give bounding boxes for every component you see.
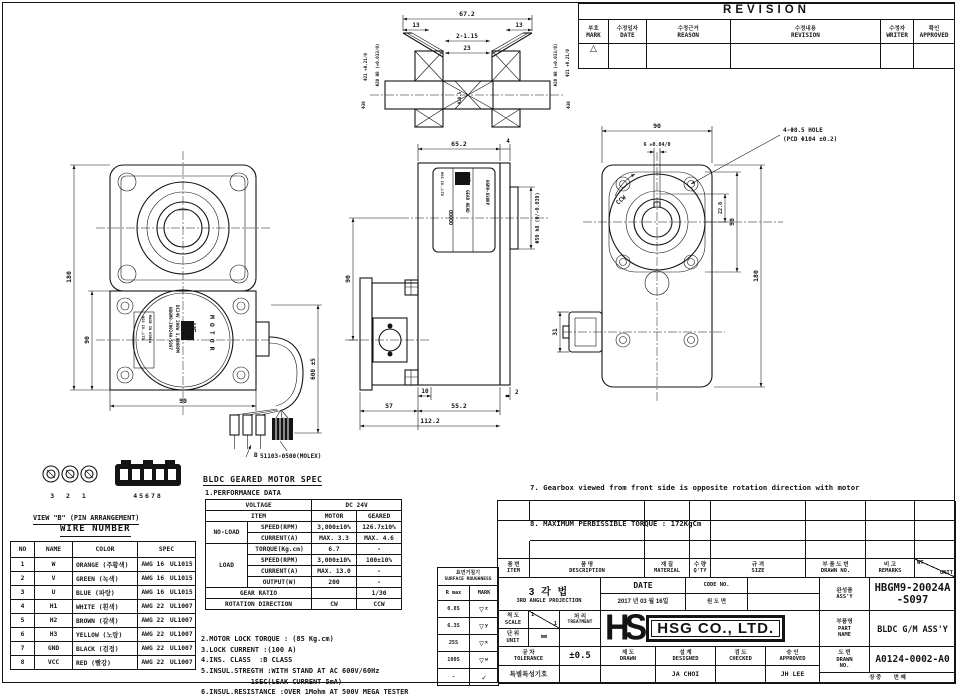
dim-keyway-6: 6 +0.04/0 [643, 142, 671, 148]
dim-phi21-right: Φ21 +0.21/0 [565, 49, 570, 77]
dim-31: 31 [552, 328, 559, 336]
revision-table [578, 3, 955, 69]
company-cell [601, 611, 820, 647]
company-name: HSG CO., LTD. [646, 615, 785, 642]
surface-row [438, 669, 499, 686]
spec-motor-value: 6.7 [312, 544, 357, 555]
scale-value: 1 1 [529, 611, 560, 629]
wire-color: WHITE (흰색) [73, 600, 138, 614]
special-characteristic-value [560, 666, 601, 684]
spec-geared-value: - [357, 566, 402, 577]
drawn-value [601, 666, 656, 684]
surface-mark: ▽ʸ [470, 618, 499, 635]
dim-rear-90-right: 90 [728, 218, 736, 226]
wire-awg: AWG 22 [138, 656, 168, 670]
spec-note-line: 4.INS. CLASS :B CLASS [201, 656, 293, 665]
surface-rmax: 0.8S [438, 601, 470, 618]
dim-4: 4 [506, 138, 510, 145]
front-view-drawing [30, 115, 360, 460]
wire-awg: AWG 16 [138, 586, 168, 600]
designed-value: JA CHOI [656, 666, 716, 684]
wire-ul: UL1007 [168, 628, 196, 642]
surface-title-kr: 표면거칠기 [455, 569, 481, 576]
wire-awg: AWG 16 [138, 572, 168, 586]
scale-label: 척 도 SCALE [498, 611, 529, 629]
wire-awg: AWG 22 [138, 628, 168, 642]
wire-col-color: COLOR [73, 542, 138, 558]
hole-note-line2: (PCD Φ104 ±0.2) [783, 136, 838, 143]
nameplate-origin: MADE IN KOREA [148, 315, 152, 344]
dim-10: 10 [421, 388, 429, 395]
revision-col-reason: 수정근거 REASON [647, 20, 731, 43]
spec-geared-value: - [357, 577, 402, 588]
dim-180: 180 [65, 271, 73, 283]
original-drawing-label: 원 도 면 [686, 594, 748, 611]
checked-label: 검 도 CHECKED [716, 647, 766, 666]
title-block [497, 500, 955, 683]
side-view-drawing [345, 130, 575, 440]
dim-2-1-15: 2-1.15 [456, 33, 478, 40]
dim-112-2: 112.2 [420, 417, 440, 425]
wire-col-name: NAME [35, 542, 73, 558]
spec-note-line: 1SEC(LEAK CURRENT 5mA) [201, 677, 343, 686]
assy-number: HBGM9-20024A -S097 [870, 578, 956, 611]
projection-en: 3RD ANGLE PROJECTION [516, 598, 582, 605]
voltage-value: DC 24V [312, 500, 402, 511]
spec-geared-value: 126.7±10% [357, 522, 402, 533]
header-drawn-no: 부 품 도 번 DRAWN NO. [806, 559, 866, 578]
side-geometry [345, 163, 550, 390]
surface-mark: ▽ˣ [470, 635, 499, 652]
spec-motor-value: 200 [312, 577, 357, 588]
header-material: 재 질 MATERIAL [645, 559, 690, 578]
wire-col-no: NO [11, 542, 35, 558]
wire-color: YELLOW (노랑) [73, 628, 138, 642]
nameplate-model: HBGM9-20024A-S097 [168, 307, 173, 350]
dim-13-left: 13 [412, 22, 420, 29]
wire-color: BROWN (갈색) [73, 614, 138, 628]
dim-67-2: 67.2 [459, 10, 475, 18]
front-motor-nameplate [134, 305, 216, 368]
gearhead-logo: HS [464, 174, 470, 183]
wire-ul: UL1015 [168, 558, 196, 572]
surface-mark: ▽ʷ [470, 652, 499, 669]
wire-row [11, 628, 196, 642]
dim-phi30-right: Φ30 [566, 101, 571, 109]
wire-row [11, 572, 196, 586]
surface-title-en: SURFACE ROUGHNESS [444, 576, 492, 582]
header-item: 품 번 ITEM [498, 559, 530, 578]
spec-geared-value: MAX. 4.6 [357, 533, 402, 544]
spec-note-line: 6.INSUL.RESISTANCE :OVER 1Mohm AT 500V MEGA TESTER [201, 688, 409, 697]
gearhead-company: HSG CO.,LTD [440, 172, 444, 196]
wire-awg: AWG 22 [138, 642, 168, 656]
rmax-header: R max [438, 586, 470, 601]
spec-item: OUTPUT(W) [248, 577, 312, 588]
designed-label: 설 계 DESIGNED [656, 647, 716, 666]
wire-no: 2 [11, 572, 35, 586]
wire-row [11, 642, 196, 656]
treatment-value [560, 629, 601, 647]
performance-table [205, 499, 402, 610]
header-wt-unit: WT UNIT [915, 559, 956, 578]
spec-item: SPEED(RPM) [248, 555, 312, 566]
wire-no: 3 [11, 586, 35, 600]
assy-label: 완성품 ASS'Y [820, 578, 870, 611]
wire-ul: UL1007 [168, 642, 196, 656]
surface-row [438, 618, 499, 635]
dim-phi50: Φ50 h8 (0/-0.039) [535, 192, 541, 244]
noload-label: NO-LOAD [206, 522, 248, 544]
view-b-caption: VIEW "B" (PIN ARRANGEMENT) [33, 514, 139, 525]
wire-row [11, 614, 196, 628]
rotation-label: ROTATION DIRECTION [206, 599, 312, 610]
surface-rmax: 100S [438, 652, 470, 669]
spec-motor-value: 3,800±10% [312, 522, 357, 533]
dim-cable-length: 600 ±5 [310, 358, 317, 380]
unit-value: mm [529, 629, 560, 647]
drawing-no-value: A0124-0002-A0 [870, 647, 956, 673]
wire-row [11, 600, 196, 614]
wire-name: GND [35, 642, 73, 656]
motor-label: MOTOR [208, 315, 216, 355]
spec-item: TORQUE(Kg.cm) [248, 544, 312, 555]
col-geared: GEARED [357, 511, 402, 522]
spec-item: SPEED(RPM) [248, 522, 312, 533]
col-motor: MOTOR [312, 511, 357, 522]
tolerance-value: ±0.5 [560, 647, 601, 666]
code-no-value [748, 578, 820, 594]
gear-ratio-label: GEAR RATIO [206, 588, 312, 599]
dim-motor-90: 90 [83, 336, 91, 344]
tolerance-label: 공 차 TOLERANCE [498, 647, 560, 666]
drawn-label: 제 도 DRAWN [601, 647, 656, 666]
surface-row [438, 635, 499, 652]
wire-no: 8 [11, 656, 35, 670]
wire-header-row [11, 542, 196, 558]
wire-no: 5 [11, 614, 35, 628]
voltage-label: VOLTAGE [206, 500, 312, 511]
item-label: ITEM [206, 511, 312, 522]
performance-data-title: 1.PERFORMANCE DATA [205, 489, 281, 497]
part-name-label: 부품명 PART NAME [820, 611, 870, 647]
spec-motor-value: MAX. 13.0 [312, 566, 357, 577]
hsg-logo: HS [605, 611, 643, 647]
dim-22-8: 22.8 [718, 201, 724, 215]
drawing-no-label: 도 번 DRAWN NO. [820, 647, 870, 673]
revision-header-row [579, 20, 954, 44]
surface-roughness-table [437, 567, 499, 686]
nameplate-company: HSG CO.,LTD [141, 316, 145, 340]
gearhead-model: HGM9-030KP [485, 180, 490, 206]
dim-side-90: 90 [344, 275, 352, 283]
note-8: 8. MAXIMUM PERBISSIBLE TORQUE : 172KgCm [530, 519, 702, 528]
gearhead-label-text: GEAR HEAD [465, 190, 470, 213]
ring-terminals [43, 466, 97, 482]
surface-rmax: 6.3S [438, 618, 470, 635]
rear-view-drawing [552, 110, 900, 410]
rear-geometry [563, 152, 783, 402]
wire-name: H1 [35, 600, 73, 614]
surface-mark: ✓ [470, 669, 499, 686]
dim-width-90: 90 [179, 397, 187, 405]
revision-title: REVISION [579, 4, 954, 20]
spec-note-line: 3.LOCK CURRENT :(100 A) [201, 645, 297, 654]
spec-geared-value: 100±10% [357, 555, 402, 566]
revision-col-date: 수정일자 DATE [609, 20, 647, 43]
wire-number-table [10, 541, 196, 670]
mark-header: MARK [470, 586, 499, 601]
molex-connector-note: 51103-0500(MOLEX) [260, 453, 322, 460]
dim-180-rear: 180 [752, 270, 760, 282]
header-qty: 수 량 Q'TY [690, 559, 711, 578]
revision-col-revision: 수정내용 REVISION [731, 20, 882, 43]
shaft-section-drawing [355, 5, 580, 130]
wire-number-title: WIRE NUMBER [60, 524, 131, 537]
dim-phi20-right: Φ20 H8 (+0.033/0) [553, 43, 558, 87]
spec-item: CURRENT(A) [248, 566, 312, 577]
spec-notes [201, 613, 408, 698]
wire-no: 4 [11, 600, 35, 614]
wire-color: ORANGE (주황색) [73, 558, 138, 572]
note-7: 7. Gearbox viewed from front side is opposite rotation direction with motor [530, 483, 860, 492]
dim-phi21-left: Φ21 +0.21/0 [363, 53, 368, 81]
surface-roughness-title [438, 568, 499, 586]
wire-name: H2 [35, 614, 73, 628]
spec-geared-value: - [357, 544, 402, 555]
spec-note-line: 5.INSUL.STREGTH :WITH STAND AT AC 600V/60Hz [201, 666, 380, 675]
revision-empty-row [579, 44, 954, 68]
wire-color: BLACK (검정) [73, 642, 138, 656]
wire-name: H3 [35, 628, 73, 642]
wire-name: V [35, 572, 73, 586]
date-label: DATE [601, 578, 686, 594]
treatment-label: 처 리 TREATMENT [560, 611, 601, 629]
pin-arrangement-drawing [33, 456, 198, 514]
hs-logo-small: HS [189, 323, 196, 333]
gearhead-serial: OOOOO [447, 210, 453, 226]
spec-item: CURRENT(A) [248, 533, 312, 544]
load-label: LOAD [206, 544, 248, 588]
dim-phi20-left: Φ20 H8 (+0.033/0) [375, 43, 380, 87]
wire-name: W [35, 558, 73, 572]
wire-no: 1 [11, 558, 35, 572]
gear-ratio-motor [312, 588, 357, 599]
spec-motor-value: 3,000±10% [312, 555, 357, 566]
wire-row [11, 656, 196, 670]
wire-no: 7 [11, 642, 35, 656]
spec-note-line: 2.MOTOR LOCK TORQUE : (85 Kg.cm) [201, 635, 334, 644]
nameplate-rating: DC24V 200W 3,800RPM [175, 305, 180, 353]
molex-housing [115, 460, 181, 486]
ccw-rotation-label: CCW [614, 194, 628, 207]
wire-color: BLUE (파랑) [73, 586, 138, 600]
surface-rmax: 25S [438, 635, 470, 652]
wire-awg: AWG 22 [138, 614, 168, 628]
code-no-label: CODE NO. [686, 578, 748, 594]
front-dimensions [65, 165, 322, 460]
wire-awg: AWG 16 [138, 558, 168, 572]
wire-ul: UL1007 [168, 656, 196, 670]
wire-ul: UL1015 [168, 586, 196, 600]
surface-mark: ▽ᶻ [470, 601, 499, 618]
side-gearhead-label [433, 168, 495, 252]
header-remarks: 비 고 REMARKS [866, 559, 915, 578]
revision-col-mark: 부호 MARK [579, 20, 609, 43]
original-drawing-value [748, 594, 820, 611]
revision-col-writer: 수정자 WRITER [881, 20, 914, 43]
dim-rear-90-top: 90 [653, 122, 661, 130]
date-value: 2017 년 03 월 16일 [601, 594, 686, 611]
gear-ratio-value: 1/30 [357, 588, 402, 599]
approved-label: 승 인 APPROVED [766, 647, 820, 666]
view-b-marker: B [254, 452, 258, 459]
pins-321-label: 3 2 1 [50, 492, 90, 500]
wire-ul: UL1007 [168, 614, 196, 628]
wire-color: GREEN (녹색) [73, 572, 138, 586]
dim-phi20-5: Φ20.5 [457, 91, 462, 105]
wire-color: RED (빨강) [73, 656, 138, 670]
dim-2: 2 [515, 389, 519, 396]
sheet-count-note: 장 중 번 째 [820, 673, 956, 684]
front-cable-and-connectors [230, 337, 303, 449]
dim-55-2: 55.2 [451, 402, 467, 410]
header-size: 규 격 SIZE [711, 559, 806, 578]
wire-name: U [35, 586, 73, 600]
dim-phi30-left: Φ30 [361, 101, 366, 109]
spec-title: BLDC GEARED MOTOR SPEC [203, 474, 323, 484]
wire-col-spec: SPEC [138, 542, 196, 558]
hole-note-line1: 4-Φ8.5 HOLE [783, 127, 823, 134]
projection-cell [498, 578, 601, 611]
wire-awg: AWG 22 [138, 600, 168, 614]
rear-dimensions [552, 122, 837, 387]
unit-label: 단 위 UNIT [498, 629, 529, 647]
dim-23: 23 [463, 45, 471, 52]
surface-row [438, 652, 499, 669]
checked-value [716, 666, 766, 684]
wire-no: 6 [11, 628, 35, 642]
special-characteristic-label: 특별특성기호 [498, 666, 560, 684]
wire-ul: UL1007 [168, 600, 196, 614]
part-name-value: BLDC G/M ASS'Y [870, 611, 956, 647]
front-centerlines [96, 151, 272, 415]
revision-col-approved: 확인 APPROVED [919, 26, 949, 39]
dim-57: 57 [385, 402, 393, 410]
dim-65-2: 65.2 [451, 140, 467, 148]
revision-mark-triangle: △ [590, 44, 597, 54]
surface-rmax: - [438, 669, 470, 686]
surface-row [438, 601, 499, 618]
header-description: 품 명 DESCRIPTION [530, 559, 645, 578]
wire-name: VCC [35, 656, 73, 670]
rotation-motor: CW [312, 599, 357, 610]
spec-motor-value: MAX. 3.3 [312, 533, 357, 544]
dim-13-right: 13 [515, 22, 523, 29]
wire-row [11, 586, 196, 600]
wire-row [11, 558, 196, 572]
wire-ul: UL1015 [168, 572, 196, 586]
projection-kr: 3 각 법 [528, 587, 570, 599]
pins-45678-label: 45678 [133, 492, 163, 500]
approved-value: JH LEE [766, 666, 820, 684]
rotation-geared: CCW [357, 599, 402, 610]
